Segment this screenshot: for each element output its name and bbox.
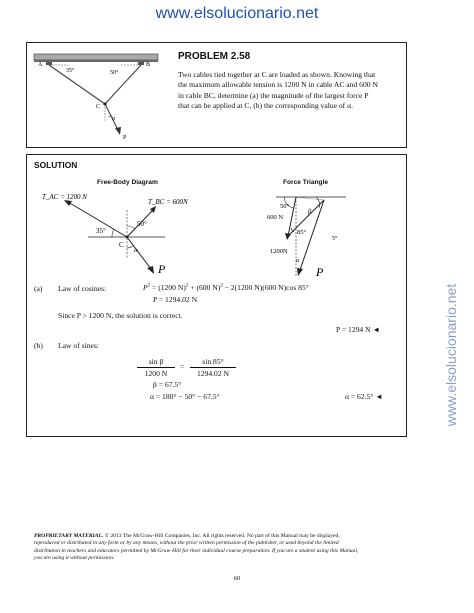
fbd-arc-alpha xyxy=(127,246,133,248)
alpha-equation: α = 180° − 50° − 67.5° xyxy=(150,392,220,401)
tri-label-50: 50° xyxy=(280,203,290,210)
tri-label-600: 600 N xyxy=(267,214,284,221)
frac1-den: 1200 N xyxy=(144,369,168,378)
tri-label-p: P xyxy=(316,265,324,279)
cable-ac xyxy=(49,65,105,104)
fbd-arc-50 xyxy=(127,226,135,229)
footer-copyright xyxy=(34,533,434,562)
label-a: A xyxy=(38,62,43,68)
label-35: 35° xyxy=(66,68,75,74)
part-b-method: Law of sines: xyxy=(58,341,99,350)
ceiling-edge xyxy=(34,60,158,62)
solution-label: SOLUTION xyxy=(34,160,78,170)
eq-term1: = (1200 N) xyxy=(152,283,186,292)
tri-label-85: 85° xyxy=(297,229,307,236)
watermark-side-text: www.elsolucionario.net xyxy=(443,283,459,427)
eq-term2: + (600 N) xyxy=(188,283,221,292)
check-note: Since P > 1200 N, the solution is correct. xyxy=(58,311,183,320)
tri-label-beta: β xyxy=(308,208,312,215)
page-number: 60 xyxy=(233,575,241,582)
force-p-arrow xyxy=(115,127,121,135)
tri-label-alpha: α xyxy=(296,258,300,264)
footer-line-1: reproduced or distributed in any form or by any means, without the prior written permission of the publisher, or used beyond the limited xyxy=(34,540,339,547)
part-b-tag: (b) xyxy=(34,341,43,350)
frac1-num: sin β xyxy=(137,357,175,368)
force-triangle xyxy=(258,188,368,280)
frac2-den: 1294.02 N xyxy=(196,369,230,378)
fbd-label-tbc: T_BC = 600N xyxy=(148,198,188,206)
tri-p-arrow xyxy=(297,268,303,276)
law-of-cosines-equation xyxy=(143,283,309,292)
footer-line-2: distribution to teachers and educators permitted by McGraw-Hill for their individual course preparation. If you are a student using this Manual, xyxy=(34,547,359,554)
sup: 2 xyxy=(185,283,189,289)
watermark-side xyxy=(438,283,459,427)
problem-line: the maximum allowable tension is 1200 N in cable AC and 600 N xyxy=(178,80,378,90)
sup: 2 xyxy=(147,283,151,289)
answer-a: P = 1294 N ◄ xyxy=(336,325,381,334)
footer-line-0-rest: © 2013 The McGraw-Hill Companies, Inc. All rights reserved. No part of this Manual may be displayed, xyxy=(104,533,340,539)
part-a-method: Law of cosines: xyxy=(58,284,107,293)
ceiling-beam xyxy=(34,54,158,60)
fbd-label-alpha: α xyxy=(134,248,138,254)
label-b: B xyxy=(146,62,151,68)
part-a-tag: (a) xyxy=(34,284,43,293)
triangle-title: Force Triangle xyxy=(283,179,329,186)
fbd-p-arrow xyxy=(147,266,154,274)
fbd-joint-c xyxy=(126,236,129,239)
fbd-label-50: 50° xyxy=(137,220,147,228)
fbd-label-35: 35° xyxy=(96,227,106,235)
fraction-2 xyxy=(190,357,236,378)
problem-statement xyxy=(178,70,400,111)
fbd-p-line xyxy=(127,237,151,269)
beta-result: β = 67.5° xyxy=(153,380,182,389)
problem-figure xyxy=(28,46,164,144)
fraction-1 xyxy=(137,357,175,378)
problem-title: PROBLEM 2.58 xyxy=(178,51,251,62)
label-c: C xyxy=(96,104,101,110)
tri-label-5: 5° xyxy=(332,236,338,242)
sup: 2 xyxy=(220,283,223,289)
label-50: 50° xyxy=(110,70,119,76)
free-body-diagram xyxy=(40,188,230,280)
fbd-label-c: C xyxy=(119,241,124,249)
label-alpha: α xyxy=(112,116,116,122)
problem-line: Two cables tied together at C are loaded as shown. Knowing that xyxy=(178,70,376,79)
fbd-arc-35 xyxy=(112,229,114,237)
problem-line: that can be applied at C, (b) the corresponding value of α. xyxy=(178,100,353,110)
fbd-label-tac: T_AC = 1200 N xyxy=(42,193,87,201)
support-a xyxy=(46,62,52,65)
footer-line-3: you are using it without permission. xyxy=(34,554,115,561)
footer-line: PROPRIETARY MATERIAL. © 2013 The McGraw-Hill Companies, Inc. All rights reserved. No part of this Manual may be displayed, xyxy=(34,533,340,539)
result-p: P = 1294.02 N xyxy=(153,295,198,304)
tri-label-1200: 1200N xyxy=(270,248,288,255)
watermark-url: www.elsolucionario.net xyxy=(155,5,319,22)
equals-sign: = xyxy=(180,362,185,371)
support-b xyxy=(138,62,144,65)
fbd-label-p: P xyxy=(158,262,166,276)
eq-term3: − 2(1200 N)(600 N)cos 85° xyxy=(222,283,309,292)
fbd-title: Free-Body Diagram xyxy=(97,179,158,186)
answer-b: α = 62.5° ◄ xyxy=(345,392,383,401)
frac2-num: sin 85° xyxy=(190,357,236,368)
eq-p: P xyxy=(143,283,148,292)
problem-line: in cable BC, determine (a) the magnitude of the largest force P xyxy=(178,90,369,100)
label-p: P xyxy=(123,135,127,141)
tri-closure xyxy=(296,197,324,200)
